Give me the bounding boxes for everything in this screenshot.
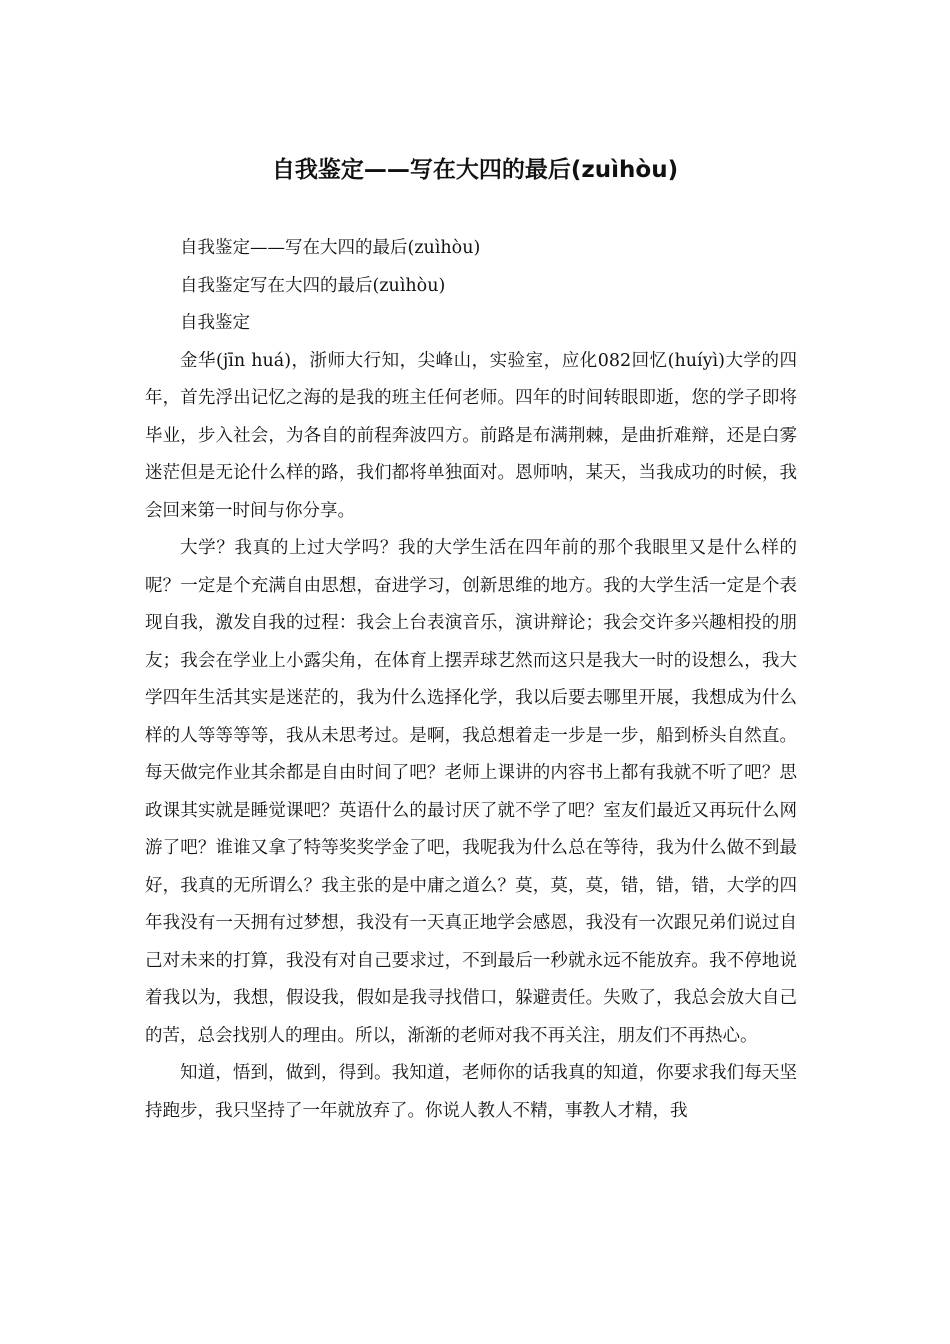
paragraph: 大学？我真的上过大学吗？我的大学生活在四年前的那个我眼里又是什么样的呢？一定是个充满自由思想，奋进学习，创新思维的地方。我的大学生活一定是个表现自我，激发自我的过程：我会上台表演音乐，演讲辩论；我会交许多兴趣相投的朋友；我会在学业上小露尖角，在体育上摆弄球艺然而这只是我大一时的设想么，我大学四年生活其实是迷茫的，我为什么选择化学，我以后要去哪里开展，我想成为什么样的人等等等等，我从未思考过。是啊，我总想着走一步是一步，船到桥头自然直。每天做完作业其余都是自由时间了吧？老师上课讲的内容书上都有我就不听了吧？思政课其实就是睡觉课吧？英语什么的最讨厌了就不学了吧？室友们最近又再玩什么网游了吧？谁谁又拿了特等奖奖学金了吧，我呢我为什么总在等待，我为什么做不到最好，我真的无所谓么？我主张的是中庸之道么？莫，莫，莫，错，错，错，大学的四年我没有一天拥有过梦想，我没有一天真正地学会感恩，我没有一次跟兄弟们说过自己对未来的打算，我没有对自己要求过，不到最后一秒就永远不能放弃。我不停地说着我以为，我想，假设我，假如是我寻找借口，躲避责任。失败了，我总会放大自己的苦，总会找别人的理由。所以，渐渐的老师对我不再关注，朋友们不再热心。 — [145, 538, 797, 1046]
paragraph: 自我鉴定 — [180, 313, 250, 333]
paragraph: 自我鉴定——写在大四的最后(zuìhòu) — [180, 238, 481, 258]
document-title: 自我鉴定——写在大四的最后(zuìhòu) — [271, 157, 679, 183]
paragraph: 自我鉴定写在大四的最后(zuìhòu) — [180, 275, 446, 296]
document-body — [145, 230, 797, 1130]
paragraph: 知道，悟到，做到，得到。我知道，老师你的话我真的知道，你要求我们每天坚持跑步，我只坚持了一年就放弃了。你说人教人不精，事教人才精，我 — [145, 1063, 797, 1121]
paragraph: 金华(jīn huá)，浙师大行知，尖峰山，实验室，应化082回忆(huíyì)大学的四年，首先浮出记忆之海的是我的班主任何老师。四年的时间转眼即逝，您的学子即将毕业，步入社会，为各自的前程奔波四方。前路是布满荆棘，是曲折难辩，还是白雾迷茫但是无论什么样的路，我们都将单独面对。恩师呐，某天，当我成功的时候，我会回来第一时间与你分享。 — [145, 350, 797, 521]
